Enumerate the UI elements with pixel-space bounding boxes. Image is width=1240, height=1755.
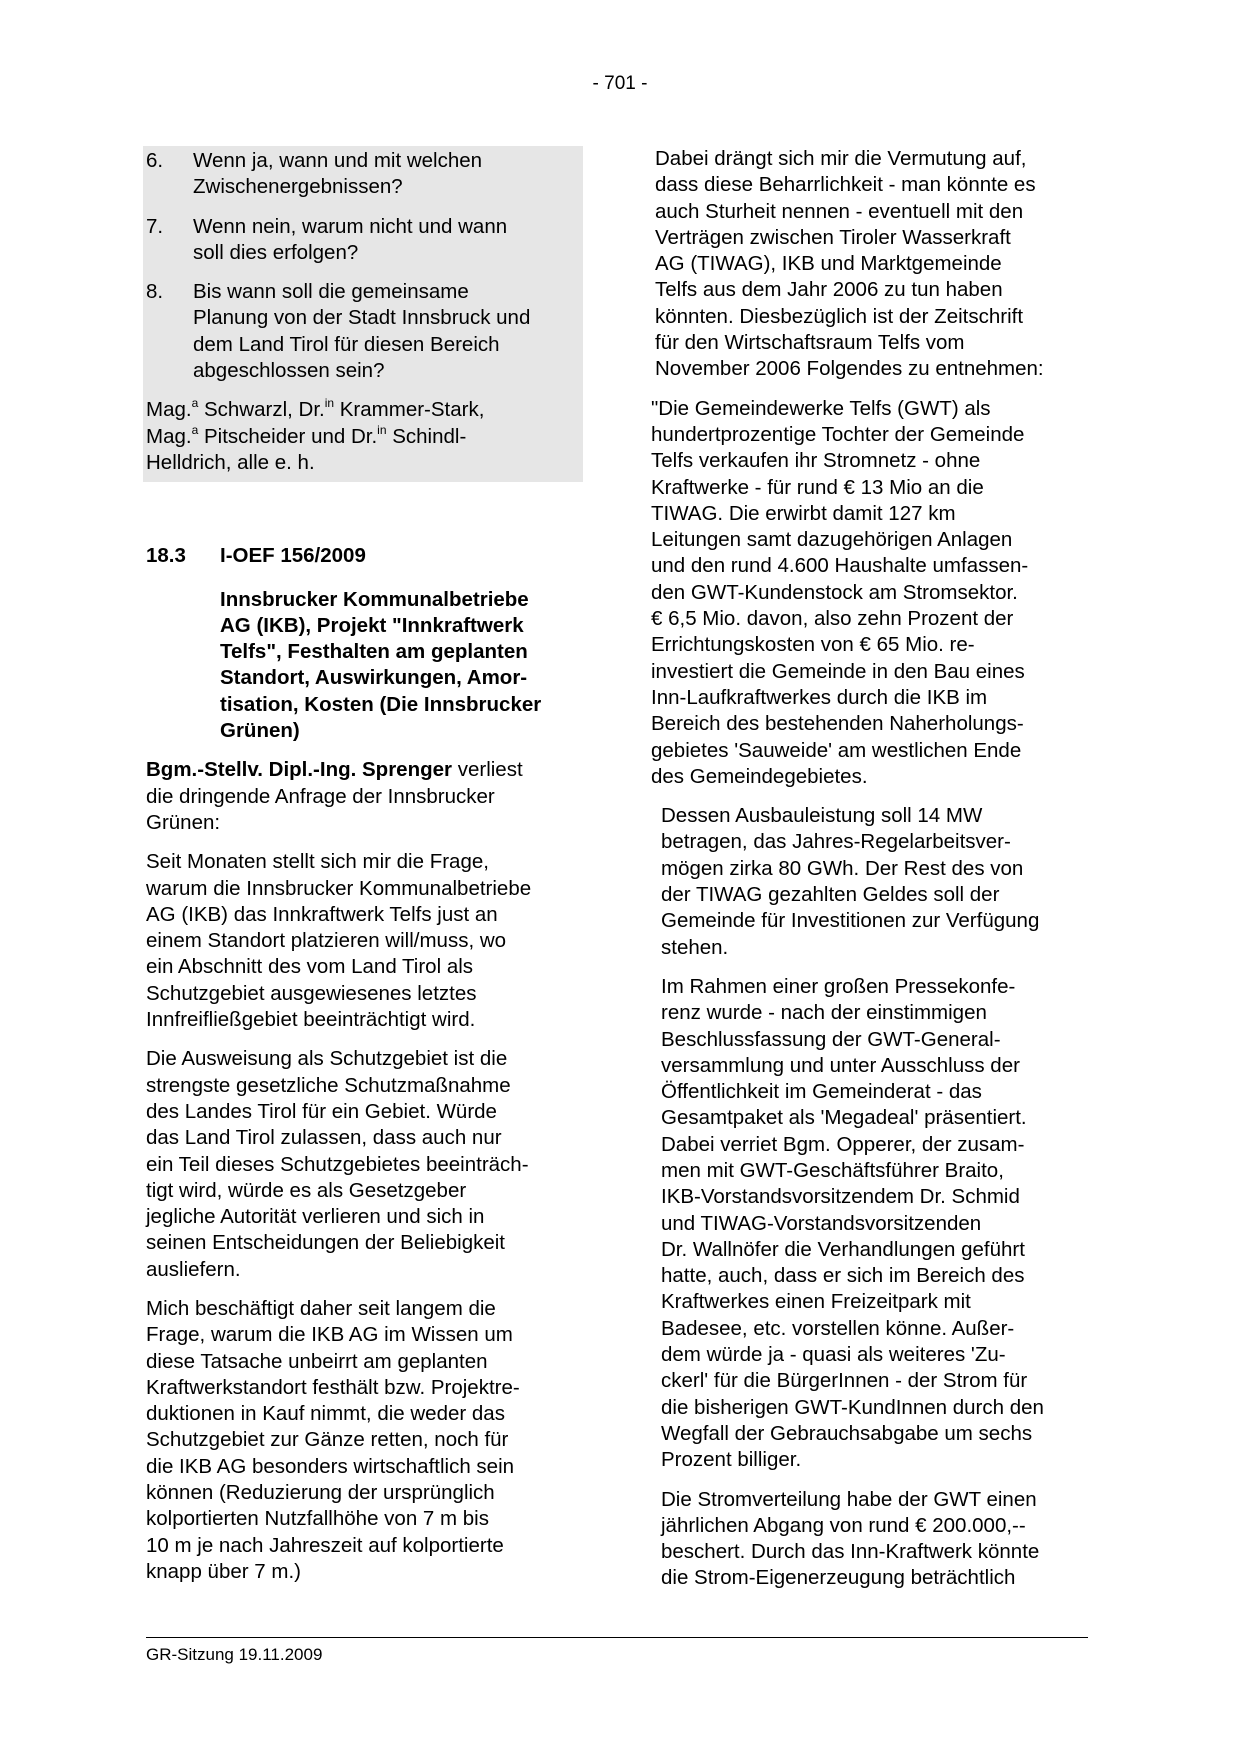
section-18-3 [146,543,583,744]
question-number: 6. [146,149,164,172]
signatory-superscript: a [191,422,199,437]
question-text: Bis wann soll die gemeinsame Planung von der Stadt Innsbruck und dem Land Tirol für diesen Bereich abgeschlossen sein? [193,280,531,383]
quote-paragraph: Im Rahmen einer großen Pressekonfe- renz wurde - nach der einstimmigen Beschlussfassung der GWT-General- versammlung und unter Ausschluss der Öffentlichkeit im Gemeinderat - das Gesamtpaket als 'Megadeal' präsentiert. Dabei verriet Bgm. Opperer, der zusam- men mit GWT-Geschäftsführer Braito, IKB-Vorstandsvorsitzendem Dr. Schmid und TIWAG-Vorstandsvorsitzenden Dr. Wallnöfer die Verhandlungen geführt hatte, auch, dass er sich im Bereich des Kraftwerkes einen Freizeitpark mit Badesee, etc. vorstellen könne. Außer- dem würde ja - quasi als weiteres 'Zu- ckerl' für die BürgerInnen - der Strom für die bisherigen GWT-KundInnen durch den Wegfall der Gebrauchsabgabe um sechs Prozent billiger. [661,974,1044,1472]
footer-session-date: GR-Sitzung 19.11.2009 [146,1645,323,1664]
question-box [143,146,583,482]
signatory-text: Pitscheider und Dr. [198,424,378,448]
question-text: Wenn ja, wann und mit welchen Zwischenergebnissen? [193,149,483,199]
body-paragraph: Dabei drängt sich mir die Vermutung auf, dass diese Beharrlichkeit - man könnte es auch Sturheit nennen - eventuell mit den Verträgen zwischen Tiroler Wasserkraft AG (TIWAG), IKB und Marktgemeinde Telfs aus dem Jahr 2006 zu tun haben könnten. Diesbezüglich ist der Zeitschrift für den Wirtschaftsraum Telfs vom November 2006 Folgendes zu entnehmen: [655,147,1044,381]
body-paragraph: Die Ausweisung als Schutzgebiet ist die strengste gesetzliche Schutzmaßnahme des Landes Tirol für ein Gebiet. Würde das Land Tirol zulassen, dass auch nur ein Teil dieses Schutzgebietes beeinträch- tigt wird, würde es als Gesetzgeber jegliche Autorität verlieren und sich in seinen Entscheidungen der Beliebigkeit ausliefern. [146,1047,529,1281]
section-number: 18.3 [146,544,186,568]
quote-paragraph: Dessen Ausbauleistung soll 14 MW betragen, das Jahres-Regelarbeitsver- mögen zirka 80 GWh. Der Rest des von der TIWAG gezahlten Geldes soll der Gemeinde für Investitionen zur Verfügung stehen. [661,804,1040,959]
body-paragraph: Seit Monaten stellt sich mir die Frage, warum die Innsbrucker Kommunalbetriebe AG (IKB) das Innkraftwerk Telfs just an einem Standort platzieren will/muss, wo ein Abschnitt des vom Land Tirol als Schutzgebiet ausgewiesenes letztes Innfreifließgebiet beeinträchtigt wird. [146,850,532,1032]
question-number: 7. [146,214,164,238]
quote-paragraph: Die Stromverteilung habe der GWT einen jährlichen Abgang von rund € 200.000,-- beschert. Durch das Inn-Kraftwerk könnte die Strom-Eigenerzeugung beträchtlich [661,1487,1040,1590]
signatories [146,397,583,476]
signatory-superscript: in [377,422,387,437]
page-number: - 701 - [592,73,648,94]
question-item [146,148,583,201]
question-item [146,279,583,384]
section-heading [146,543,583,569]
signatory-text: Schwarzl, Dr. [198,398,325,422]
speaker-name: Bgm.-Stellv. Dipl.-Ing. Sprenger [146,758,453,782]
left-column [146,146,583,1585]
question-text: Wenn nein, warum nicht und wann soll dies erfolgen? [193,214,508,264]
question-item [146,214,583,267]
signatory-text: Schindl- Helldrich, alle e. h. [146,424,467,474]
quote-paragraph: "Die Gemeindewerke Telfs (GWT) als hundertprozentige Tochter der Gemeinde Telfs verkaufen ihr Stromnetz - ohne Kraftwerke - für rund € 13 Mio an die TIWAG. Die erwirbt damit 127 km Leitungen samt dazugehörigen Anlagen und den rund 4.600 Haushalte umfassen- den GWT-Kundenstock am Stromsektor. € 6,5 Mio. davon, also zehn Prozent der Errichtungskosten von € 65 Mio. re- investiert die Gemeinde in den Bau eines Inn-Laufkraftwerkes durch die IKB im Bereich des bestehenden Naherholungs- gebietes 'Sauweide' am westlichen Ende des Gemeindegebietes. [651,396,1029,788]
right-column [651,146,1095,1592]
footer-divider [146,1637,1088,1638]
signatory-superscript: in [324,396,335,411]
signatory-superscript: a [191,396,199,411]
intro-text: verliest die dringende Anfrage der Innsbrucker Grünen: [146,758,523,834]
section-reference: I-OEF 156/2009 [220,544,366,568]
signatory-text: Krammer-Stark, Mag. [146,398,485,448]
body-paragraph: Mich beschäftigt daher seit langem die Frage, warum die IKB AG im Wissen um diese Tatsache unbeirrt am geplanten Kraftwerkstandort festhält bzw. Projektre- duktionen in Kauf nimmt, die weder das Schutzgebiet zur Gänze retten, noch für die IKB AG besonders wirtschaftlich sein können (Reduzierung der ursprünglich kolportierten Nutzfallhöhe von 7 m bis 10 m je nach Jahreszeit auf kolportierte knapp über 7 m.) [146,1296,520,1583]
signatory-text: Mag. [146,398,192,422]
section-title: Innsbrucker Kommunalbetriebe AG (IKB), Projekt "Innkraftwerk Telfs", Festhalten am geplanten Standort, Auswirkungen, Amor- tisation, Kosten (Die Innsbrucker Grünen) [220,587,542,743]
question-number: 8. [146,280,164,304]
intro-paragraph [146,757,583,836]
